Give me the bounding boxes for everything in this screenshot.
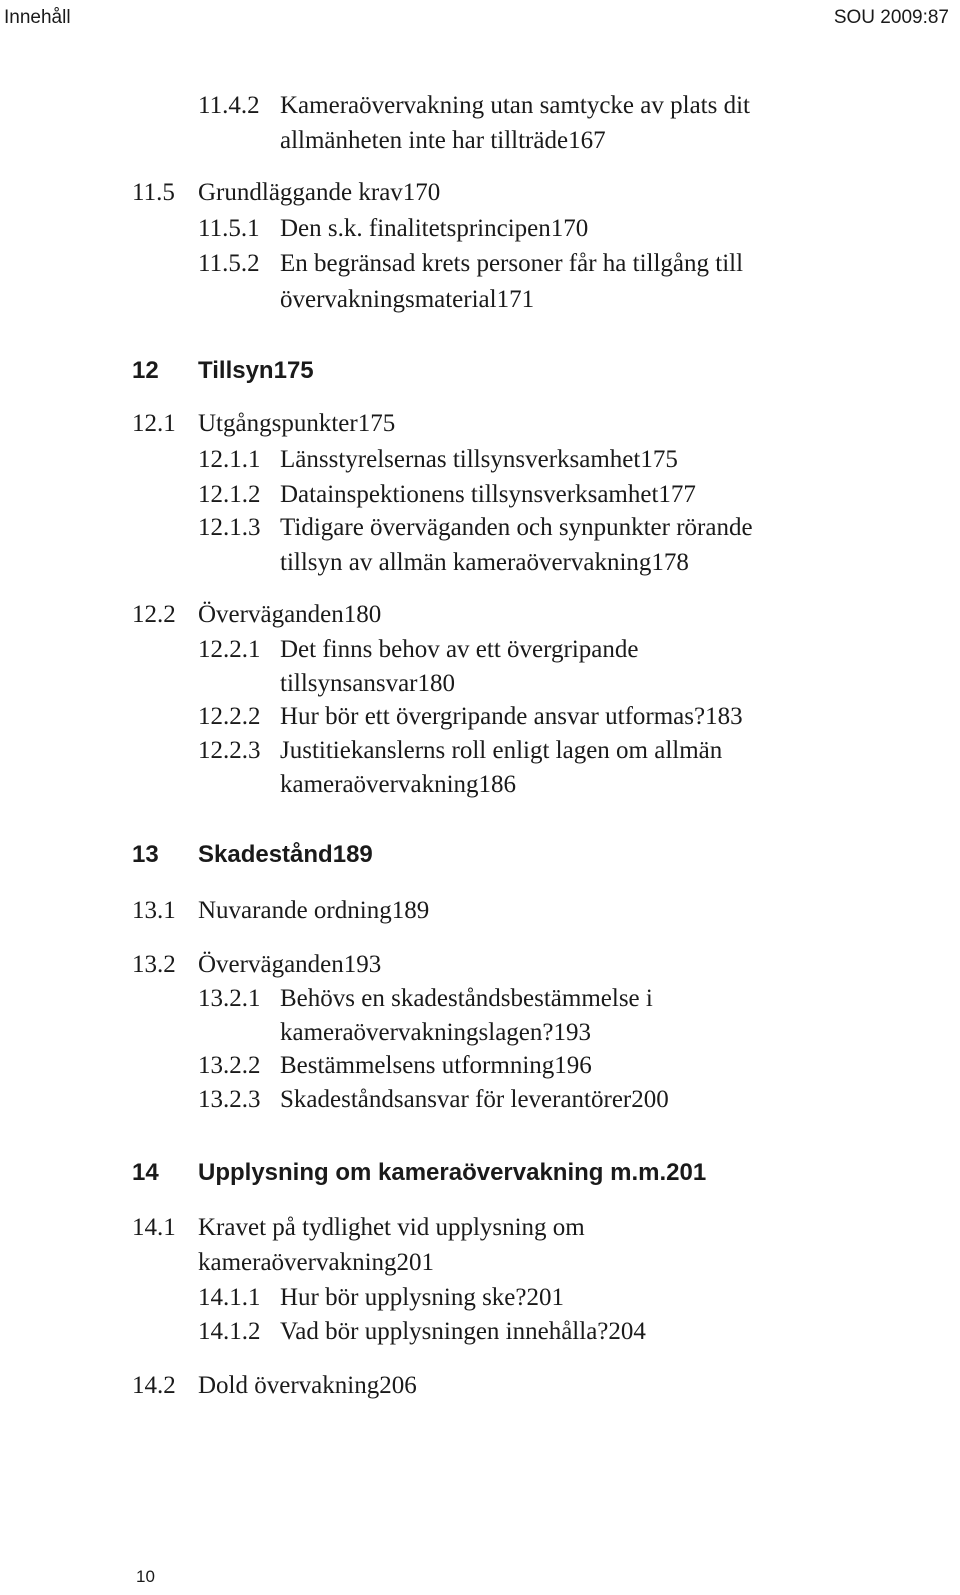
toc-entry-title: Överväganden: [198, 601, 344, 628]
toc-entry-number: 12.1: [132, 410, 176, 437]
toc-page-number: 177: [658, 481, 696, 508]
toc-entry-title: Dold övervakning: [198, 1372, 380, 1399]
toc-entry-number: 12.2.3: [198, 737, 261, 764]
toc-entry-number: 13.2.1: [198, 985, 261, 1012]
toc-entry-number: 13.2: [132, 951, 176, 978]
toc-page-number: 201: [526, 1284, 564, 1311]
toc-page-number: 171: [496, 286, 535, 313]
toc-page-number: 175: [357, 410, 396, 437]
toc-entry-title: Tidigare överväganden och synpunkter rörande: [280, 514, 753, 541]
toc-entry-title: kameraövervakning: [198, 1249, 397, 1276]
toc-page-number: 170: [402, 179, 441, 206]
toc-entry-number: 12.1.3: [198, 514, 261, 541]
toc-entry-number: 13.1: [132, 897, 176, 924]
toc-entry-title: Behövs en skadeståndsbestämmelse i: [280, 985, 653, 1012]
toc-entry-title: Hur bör upplysning ske?: [280, 1284, 527, 1311]
toc-page-number: 189: [391, 897, 430, 924]
toc-entry-title: Upplysning om kameraövervakning m.m.: [198, 1159, 667, 1186]
toc-page-number: 201: [396, 1249, 435, 1276]
toc-entry-title: Hur bör ett övergripande ansvar utformas?: [280, 703, 706, 730]
toc-page-number: 196: [554, 1052, 592, 1079]
toc-entry-number: 11.4.2: [198, 92, 260, 119]
toc-entry-title: kameraövervakningslagen?: [280, 1019, 554, 1046]
toc-entry-title: Vad bör upplysningen innehålla?: [280, 1318, 609, 1345]
toc-entry-title: Kameraövervakning utan samtycke av plats dit: [280, 92, 750, 119]
toc-entry-title: allmänheten inte har tillträde: [280, 127, 569, 154]
toc-page-number: 201: [666, 1159, 707, 1186]
toc-page-number: 193: [343, 951, 382, 978]
toc-page-number: 180: [343, 601, 382, 628]
toc-page-number: 170: [550, 215, 589, 242]
toc-page-number: 200: [631, 1086, 669, 1113]
toc-entry-number: 11.5.1: [198, 215, 260, 242]
toc-page-number: 189: [332, 841, 373, 868]
toc-entry-title: övervakningsmaterial: [280, 286, 497, 313]
toc-page-number: 186: [478, 771, 517, 798]
toc-entry-number: 14.2: [132, 1372, 176, 1399]
toc-entry-title: Kravet på tydlighet vid upplysning om: [198, 1214, 585, 1241]
toc-entry-number: 12.2: [132, 601, 176, 628]
toc-page-number: 193: [553, 1019, 591, 1046]
toc-entry-title: Grundläggande krav: [198, 179, 403, 206]
toc-entry-title: Den s.k. finalitetsprincipen: [280, 215, 551, 242]
toc-entry-number: 13: [132, 841, 159, 868]
toc-entry-number: 14: [132, 1159, 159, 1186]
toc-page-number: 180: [417, 670, 455, 697]
report-id: SOU 2009:87: [833, 7, 949, 28]
toc-page-number: 206: [379, 1372, 417, 1399]
toc-entry-number: 13.2.2: [198, 1052, 261, 1079]
toc-entry-title: tillsynsansvar: [280, 670, 418, 697]
section-name: Innehåll: [4, 7, 71, 28]
toc-entry-title: En begränsad krets personer får ha tillgång till: [280, 250, 744, 277]
toc-entry-number: 14.1.2: [198, 1318, 261, 1345]
toc-page-number: 183: [705, 703, 743, 730]
toc-page-number: 178: [651, 549, 689, 576]
toc-entry-number: 11.5: [132, 179, 175, 206]
toc-entry-title: Bestämmelsens utformning: [280, 1052, 555, 1079]
toc-entry-title: Skadeståndsansvar för leverantörer: [280, 1086, 632, 1113]
toc-entry-title: kameraövervakning: [280, 771, 479, 798]
toc-entry-title: Överväganden: [198, 951, 344, 978]
toc-entry-title: Skadestånd: [198, 841, 333, 868]
toc-entry-title: Länsstyrelsernas tillsynsverksamhet: [280, 446, 641, 473]
toc-page-number: 175: [273, 357, 314, 384]
toc-entry-title: Det finns behov av ett övergripande: [280, 636, 639, 663]
toc-entry-title: tillsyn av allmän kameraövervakning: [280, 549, 652, 576]
toc-entry-title: Tillsyn: [198, 357, 274, 384]
toc-entry-number: 12.1.1: [198, 446, 261, 473]
toc-entry-number: 12: [132, 357, 159, 384]
toc-entry-number: 11.5.2: [198, 250, 260, 277]
toc-entry-number: 12.2.2: [198, 703, 261, 730]
toc-entry-number: 12.1.2: [198, 481, 261, 508]
toc-entry-title: Nuvarande ordning: [198, 897, 392, 924]
toc-entry-title: Utgångspunkter: [198, 410, 358, 437]
toc-page-number: 204: [608, 1318, 646, 1345]
toc-entry-number: 14.1: [132, 1214, 176, 1241]
toc-entry-number: 13.2.3: [198, 1086, 261, 1113]
toc-page-number: 167: [568, 127, 606, 154]
toc-entry-title: Datainspektionens tillsynsverksamhet: [280, 481, 659, 508]
toc-entry-number: 14.1.1: [198, 1284, 261, 1311]
toc-entry-title: Justitiekanslerns roll enligt lagen om allmän: [280, 737, 723, 764]
toc-page-number: 175: [640, 446, 678, 473]
page-number: 10: [136, 1567, 155, 1586]
toc-entry-number: 12.2.1: [198, 636, 261, 663]
